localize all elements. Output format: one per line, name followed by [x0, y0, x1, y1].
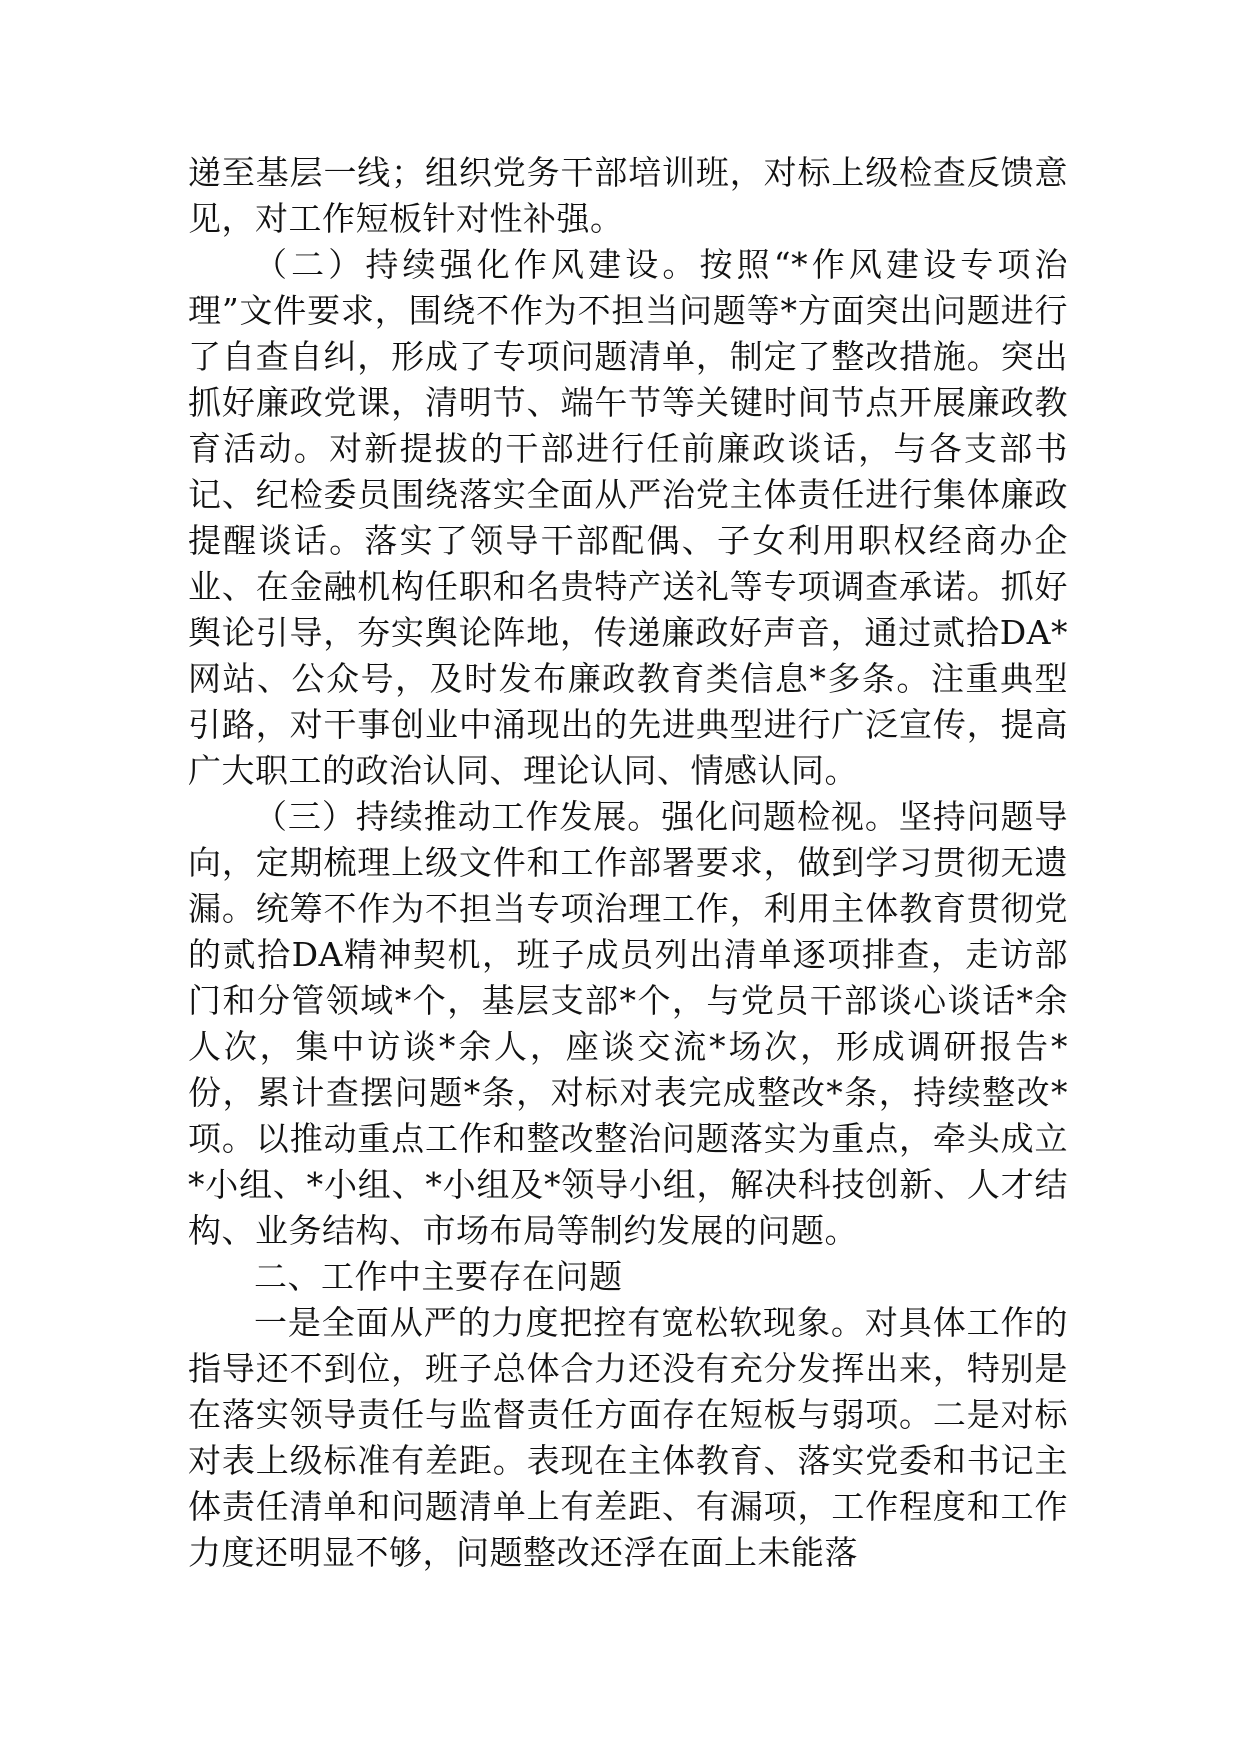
paragraph-style-building: （二）持续强化作风建设。按照“*作风建设专项治理”文件要求，围绕不作为不担当问题等*方面突出问题进行了自查自纠，形成了专项问题清单，制定了整改措施。突出抓好廉政党课，清明节、端午节等关键时间节点开展廉政教育活动。对新提拔的干部进行任前廉政谈话，与各支部书记、纪检委员围绕落实全面从严治党主体责任进行集体廉政提醒谈话。落实了领导干部配偶、子女利用职权经商办企业、在金融机构任职和名贵特产送礼等专项调查承诺。抓好舆论引导，夯实舆论阵地，传递廉政好声音，通过贰拾DA*网站、公众号，及时发布廉政教育类信息*多条。注重典型引路，对干事创业中涌现出的先进典型进行广泛宣传，提高广大职工的政治认同、理论认同、情感认同。: [188, 245, 1068, 790]
paragraph-work-development: （三）持续推动工作发展。强化问题检视。坚持问题导向，定期梳理上级文件和工作部署要求，做到学习贯彻无遗漏。统筹不作为不担当专项治理工作，利用主体教育贯彻党的贰拾DA精神契机，班子成员列出清单逐项排查，走访部门和分管领域*个，基层支部*个，与党员干部谈心谈话*余人次，集中访谈*余人，座谈交流*场次，形成调研报告*份，累计查摆问题*条，对标对表完成整改*条，持续整改*项。以推动重点工作和整改整治问题落实为重点，牵头成立*小组、*小组、*小组及*领导小组，解决科技创新、人才结构、业务结构、市场布局等制约发展的问题。: [188, 797, 1068, 1250]
paragraph-problems: 一是全面从严的力度把控有宽松软现象。对具体工作的指导还不到位，班子总体合力还没有充分发挥出来，特别是在落实领导责任与监督责任方面存在短板与弱项。二是对标对表上级标准有差距。表现在主体教育、落实党委和书记主体责任清单和问题清单上有差距、有漏项，工作程度和工作力度还明显不够，问题整改还浮在面上未能落: [188, 1303, 1068, 1572]
paragraph-continuation: 递至基层一线；组织党务干部培训班，对标上级检查反馈意见，对工作短板针对性补强。: [188, 153, 1068, 238]
document-body: [188, 150, 1068, 1576]
section-heading-problems: 二、工作中主要存在问题: [254, 1257, 623, 1296]
